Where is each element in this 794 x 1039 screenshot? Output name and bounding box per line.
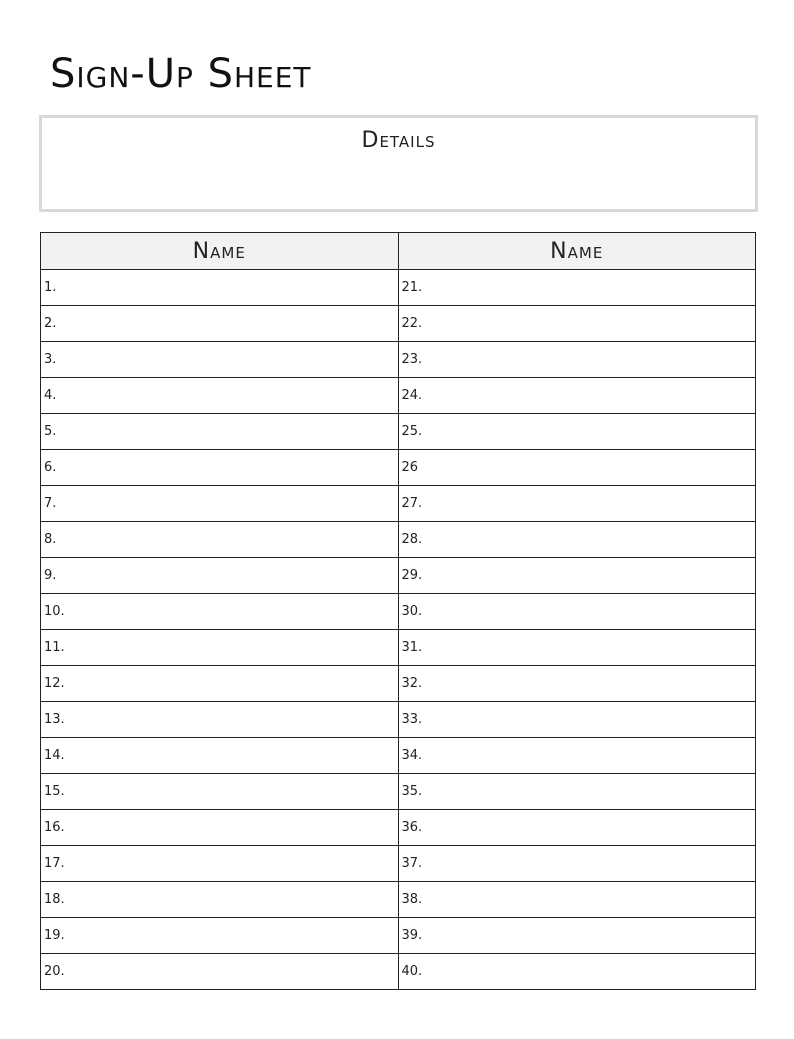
- name-cell-left[interactable]: 5.: [41, 414, 399, 450]
- table-row: [41, 882, 756, 918]
- name-cell-left[interactable]: 9.: [41, 558, 399, 594]
- table-row: [41, 270, 756, 306]
- name-cell-right[interactable]: 23.: [398, 342, 756, 378]
- name-cell-left[interactable]: 6.: [41, 450, 399, 486]
- name-cell-right[interactable]: 28.: [398, 522, 756, 558]
- name-cell-left[interactable]: 14.: [41, 738, 399, 774]
- name-cell-right[interactable]: 36.: [398, 810, 756, 846]
- table-row: [41, 918, 756, 954]
- table-row: [41, 450, 756, 486]
- name-cell-right[interactable]: 33.: [398, 702, 756, 738]
- name-cell-left[interactable]: 11.: [41, 630, 399, 666]
- name-cell-right[interactable]: 25.: [398, 414, 756, 450]
- name-cell-left[interactable]: 17.: [41, 846, 399, 882]
- name-cell-left[interactable]: 2.: [41, 306, 399, 342]
- name-cell-right[interactable]: 24.: [398, 378, 756, 414]
- table-row: [41, 342, 756, 378]
- column-header-left: Name: [41, 233, 399, 270]
- page-title: Sign-Up Sheet: [50, 51, 312, 97]
- name-cell-left[interactable]: 4.: [41, 378, 399, 414]
- details-box: [39, 115, 758, 212]
- name-cell-right[interactable]: 37.: [398, 846, 756, 882]
- name-cell-right[interactable]: 34.: [398, 738, 756, 774]
- table-row: [41, 522, 756, 558]
- name-cell-right[interactable]: 22.: [398, 306, 756, 342]
- name-cell-left[interactable]: 16.: [41, 810, 399, 846]
- name-cell-right[interactable]: 39.: [398, 918, 756, 954]
- name-cell-left[interactable]: 10.: [41, 594, 399, 630]
- table-row: [41, 306, 756, 342]
- table-row: [41, 486, 756, 522]
- table-row: [41, 414, 756, 450]
- signup-rows: [41, 270, 756, 990]
- table-row: [41, 378, 756, 414]
- name-cell-left[interactable]: 18.: [41, 882, 399, 918]
- name-cell-left[interactable]: 7.: [41, 486, 399, 522]
- table-row: [41, 558, 756, 594]
- name-cell-right[interactable]: 29.: [398, 558, 756, 594]
- table-row: [41, 846, 756, 882]
- table-row: [41, 630, 756, 666]
- name-cell-right[interactable]: 27.: [398, 486, 756, 522]
- name-cell-left[interactable]: 13.: [41, 702, 399, 738]
- table-header-row: [41, 233, 756, 270]
- name-cell-left[interactable]: 1.: [41, 270, 399, 306]
- table-row: [41, 738, 756, 774]
- table-row: [41, 594, 756, 630]
- name-cell-right[interactable]: 21.: [398, 270, 756, 306]
- name-cell-left[interactable]: 3.: [41, 342, 399, 378]
- name-cell-right[interactable]: 40.: [398, 954, 756, 990]
- name-cell-right[interactable]: 30.: [398, 594, 756, 630]
- name-cell-left[interactable]: 12.: [41, 666, 399, 702]
- details-label: Details: [361, 128, 436, 153]
- table-row: [41, 702, 756, 738]
- name-cell-left[interactable]: 19.: [41, 918, 399, 954]
- name-cell-left[interactable]: 15.: [41, 774, 399, 810]
- table-row: [41, 954, 756, 990]
- name-cell-right[interactable]: 32.: [398, 666, 756, 702]
- table-row: [41, 774, 756, 810]
- column-header-right: Name: [398, 233, 756, 270]
- name-cell-left[interactable]: 8.: [41, 522, 399, 558]
- name-cell-right[interactable]: 31.: [398, 630, 756, 666]
- table-row: [41, 666, 756, 702]
- name-cell-right[interactable]: 26: [398, 450, 756, 486]
- signup-table: [40, 232, 756, 990]
- name-cell-right[interactable]: 35.: [398, 774, 756, 810]
- name-cell-right[interactable]: 38.: [398, 882, 756, 918]
- name-cell-left[interactable]: 20.: [41, 954, 399, 990]
- table-row: [41, 810, 756, 846]
